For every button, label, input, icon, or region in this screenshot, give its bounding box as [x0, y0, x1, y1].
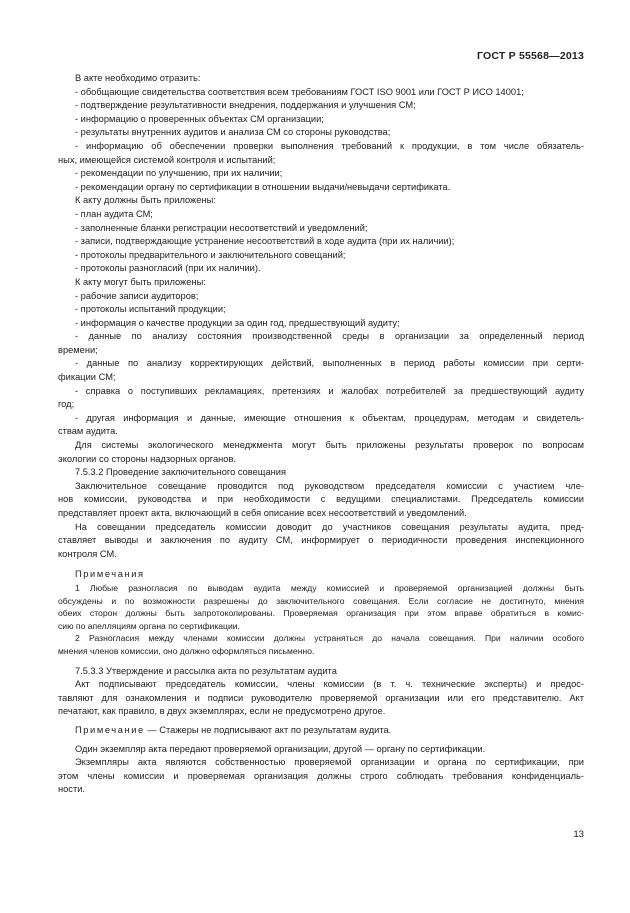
text-line: экологии со стороны надзорных органов. — [58, 453, 236, 464]
text-line: контроля СМ. — [58, 548, 117, 559]
text-line: - план аудита СМ; — [75, 208, 153, 219]
text-line: - информация о качестве продукции за один год, предшествующий аудиту; — [75, 317, 400, 328]
text-line: ности. — [58, 784, 85, 795]
text-line: год; — [58, 399, 75, 410]
text-line: представляет проект акта, включающий в себя описание всех несоответствий и уведомлений. — [58, 508, 467, 518]
text-line: Заключительное совещание проводится под руководством председателя комиссии с участием чле- — [75, 480, 584, 491]
text-line: - информацию об обеспечении проверки выполнения требований к продукции, в том числе обязатель- — [75, 140, 584, 151]
text-line: печатают, как правило, в двух экземплярах, если не предусмотрено другое. — [58, 706, 386, 717]
page-number: 13 — [573, 829, 584, 840]
note-text: — Стажеры не подписывают акт по результатам аудита. — [147, 724, 392, 735]
note-label: Примечание — [75, 724, 145, 735]
text-line: - протоколы испытаний продукции; — [75, 304, 226, 315]
note-line: 2 Разногласия между членами комиссии должны устраняться до начала совещания. При наличии особого — [75, 633, 584, 644]
text-line: ствам аудита. — [58, 426, 118, 437]
text-line: - результаты внутренних аудитов и анализа СМ со стороны руководства; — [75, 127, 391, 138]
text-line: фикации СМ; — [58, 372, 116, 383]
note-line: 1 Любые разногласия по выводам аудита между комиссией и проверяемой организацией должны быть — [75, 582, 584, 593]
text-line: - записи, подтверждающие устранение несоответствий в ходе аудита (при их наличии); — [75, 236, 455, 247]
note-line: обеих сторон должны быть запротоколированы. Проверяемая организация при этом вправе обратиться в комис- — [58, 608, 584, 619]
text-line: - справка о поступивших рекламациях, претензиях и жалобах потребителей за предшествующий аудиту — [75, 385, 584, 396]
note-line: обсуждены и по возможности разрешены до заключительного совещания. Если согласие не достигнуто, мнения — [58, 595, 584, 606]
note-line — [58, 724, 584, 738]
section-heading: 7.5.3.2 Проведение заключительного совещания — [75, 467, 286, 478]
text-line: - данные по анализу корректирующих действий, выполненных в период работы комиссии при серти- — [75, 358, 584, 369]
section-heading: 7.5.3.3 Утверждение и рассылка акта по результатам аудита — [75, 665, 337, 676]
text-line: - рабочие записи аудиторов; — [75, 290, 199, 301]
text-line: - протоколы предварительного и заключительного совещаний; — [75, 249, 346, 260]
text-line: На совещании председатель комиссии доводит до участников совещания результаты аудита, пред- — [75, 521, 584, 532]
text-line: - другая информация и данные, имеющие отношения к объектам, процедурам, методам и свидетель- — [75, 412, 584, 423]
note-line: сию по апелляциям органа по сертификации. — [58, 620, 240, 631]
text-line: В акте необходимо отразить: — [75, 73, 201, 83]
text-line: - обобщающие свидетельства соответствия всем требованиям ГОСТ ISO 9001 или ГОСТ Р ИСО 14001; — [75, 86, 524, 97]
text-line: Один экземпляр акта передают проверяемой организации, другой — органу по сертификации. — [75, 743, 486, 754]
text-line: К акту могут быть приложены: — [75, 276, 206, 287]
text-line: Экземпляры акта являются собственностью проверяемой организации и органа по сертификации, при — [75, 757, 584, 768]
note-line: мнения членов комиссии, оно должно оформляться письменно. — [58, 645, 315, 656]
notes-title: Примечания — [75, 569, 145, 580]
text-line: К акту должны быть приложены: — [75, 195, 216, 206]
text-line: - данные по анализу состояния производственной среды в организации за определенный период — [75, 331, 584, 342]
text-line: - рекомендации по улучшению, при их наличии; — [75, 168, 283, 179]
text-line: нов комиссии, руководства и при необходимости с ведущими специалистами. Председатель комиссии — [58, 494, 584, 505]
text-line: Акт подписывают председатель комиссии, члены комиссии (в т. ч. технические эксперты) и предос- — [75, 679, 584, 690]
standard-header: ГОСТ Р 55568—2013 — [476, 50, 584, 62]
page-body — [58, 72, 584, 797]
text-line: - информацию о проверенных объектах СМ организации; — [75, 113, 324, 124]
text-line: ставляет выводы и заключения по аудиту СМ, информирует о периодичности проведения инспекционного — [58, 535, 584, 546]
text-line: Для системы экологического менеджмента могут быть приложены результаты проверок по вопросам — [75, 440, 584, 451]
text-line: этом члены комиссии и проверяемая организация должны строго соблюдать требования конфиденциаль- — [58, 770, 584, 781]
text-line: - рекомендации органу по сертификации в отношении выдачи/невыдачи сертификата. — [75, 181, 451, 192]
text-line: ных, имеющейся системой контроля и испытаний; — [58, 154, 276, 165]
text-line: времени; — [58, 344, 98, 355]
text-line: тавляют для ознакомления и подписи руководителю проверяемой организации или его представителю. Акт — [58, 692, 584, 703]
text-line: - заполненные бланки регистрации несоответствий и уведомлений; — [75, 222, 368, 233]
text-line: - протоколы разногласий (при их наличии). — [75, 263, 261, 274]
text-line: - подтверждение результативности внедрения, поддержания и улучшения СМ; — [75, 100, 416, 111]
